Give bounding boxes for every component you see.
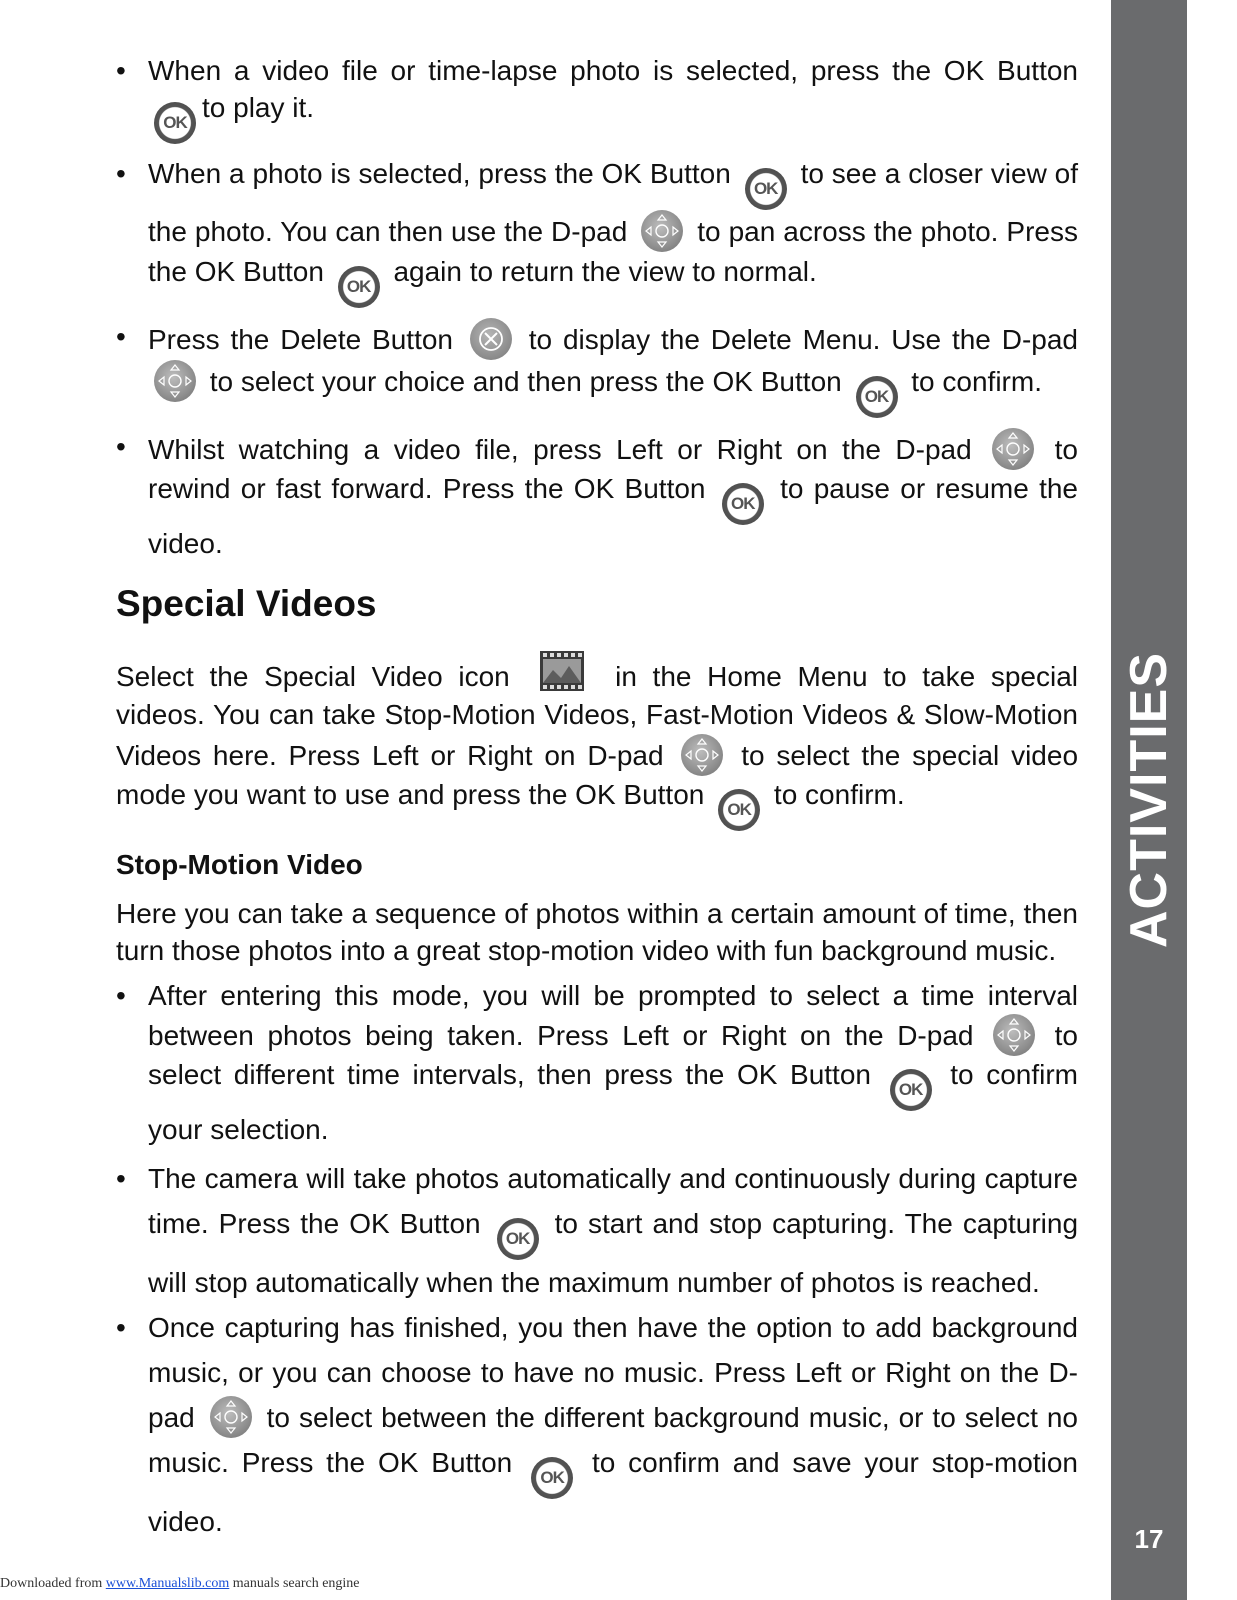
list-item: • Press the Delete Button to display the Delete Menu. Use the D-pad to select your choice and then press the OK Button OK to confirm. [116,318,1078,418]
section-title: ACTIVITIES [1120,651,1178,949]
manualslib-link[interactable]: www.Manualslib.com [105,1576,230,1591]
list-item: • When a photo is selected, press the OK Button OK to see a closer view of the photo. You can then use the D-pad to pan across the photo. Press the OK Button OK again to return the view to normal. [116,154,1078,308]
ok-button-icon: OK [154,102,196,144]
ok-button-icon: OK [531,1457,573,1499]
d-pad-icon [154,360,196,402]
ok-button-icon: OK [856,376,898,418]
ok-button-icon: OK [497,1218,539,1260]
list-item: • Once capturing has finished, you then have the option to add background music, or you can choose to have no music. Press Left or Right on the D-pad to select between the different background music, or to select no music. Press the OK Button OK to confirm and save your stop-motion video. [116,1305,1078,1544]
list-item: • Whilst watching a video file, press Left or Right on the D-pad to rewind or fast forward. Press the OK Button OK to pause or resume the video. [116,428,1078,562]
d-pad-icon [641,210,683,252]
stop-motion-bullet-list [116,977,1078,1544]
d-pad-icon [993,1014,1035,1056]
list-item: • After entering this mode, you will be prompted to select a time interval between photos being taken. Press Left or Right on the D-pad to select different time intervals, then press the OK Button OK to confirm your selection. [116,977,1078,1148]
ok-button-icon: OK [722,483,764,525]
ok-button-icon: OK [718,789,760,831]
ok-button-icon: OK [890,1069,932,1111]
download-footer: Downloaded from www.Manualslib.com manuals search engine [0,1576,360,1591]
list-item: • When a video file or time-lapse photo is selected, press the OK Button OK to play it. [116,52,1078,144]
d-pad-icon [992,428,1034,470]
list-item: • The camera will take photos automatically and continuously during capture time. Press the OK Button OK to start and stop capturing. The capturing will stop automatically when the maximum number of photos is reached. [116,1156,1078,1305]
special-videos-paragraph: Select the Special Video icon in the Home Menu to take special videos. You can take Stop-Motion Videos, Fast-Motion Videos & Slow-Motion Videos here. Press Left or Right on D-pad to select the special video mode you want to use and press the OK Button OK to confirm. [116,650,1078,831]
ok-button-icon: OK [338,266,380,308]
stop-motion-heading: Stop-Motion Video [116,849,363,880]
d-pad-icon [210,1396,252,1438]
delete-button-icon [470,318,512,360]
top-bullet-list [116,52,1078,562]
stop-motion-intro: Here you can take a sequence of photos within a certain amount of time, then turn those photos into a great stop-motion video with fun background music. [116,898,1078,966]
d-pad-icon [681,734,723,776]
page-number: 17 [1134,1524,1164,1554]
special-video-film-icon [539,650,585,692]
section-sidebar [1111,0,1187,1600]
special-videos-heading: Special Videos [116,583,377,624]
ok-button-icon: OK [745,168,787,210]
page-content [116,52,1078,1544]
